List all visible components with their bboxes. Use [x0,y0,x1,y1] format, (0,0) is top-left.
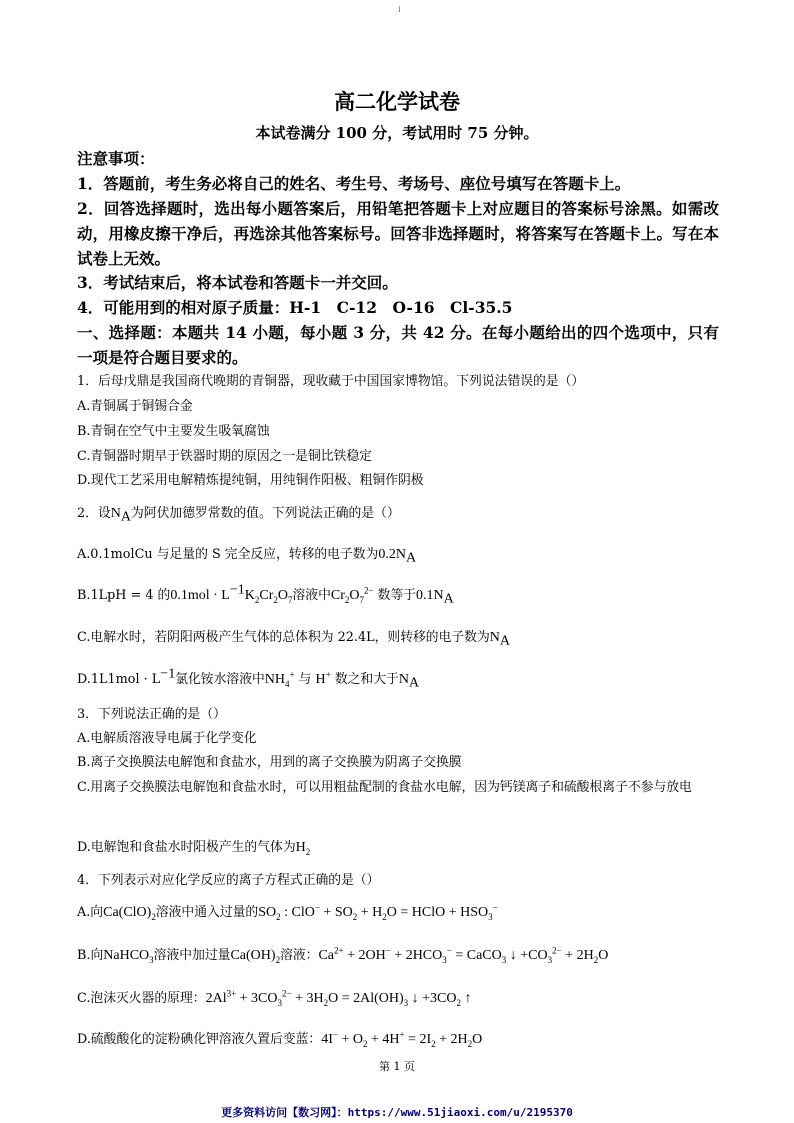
q1-option-d: D.现代工艺采用电解精炼提纯铜，用纯铜作阳极、粗铜作阴极 [77,473,424,488]
q4-stem: 4．下列表示对应化学反应的离子方程式正确的是（） [77,873,380,888]
q1-stem: 1．后母戊鼎是我国商代晚期的青铜器，现收藏于中国国家博物馆。下列说法错误的是（） [77,374,585,389]
q2-option-d: $D.1L1mol \cdot L^{-1}$氯化铵水溶液中$NH_4^+$ 与 H+ 数之和大于$N_A$ [77,666,420,691]
q3-stem: 3．下列说法正确的是（） [77,707,226,722]
promo-link[interactable]: 更多资料访问【数习网】：https://www.51jiaoxi.com/u/2195370 [221,1106,573,1119]
notice-item-2: 2．回答选择题时，选出每小题答案后，用铅笔把答题卡上对应题目的答案标号涂黑。如需改动，用橡皮擦干净后，再选涂其他答案标号。回答非选择题时，将答案写在答题卡上。写在本试卷上无效。 [77,199,719,268]
page-number: 第 1 页 [379,1060,415,1073]
q4-option-b: B.向NaHCO$_3$溶液中加过量$Ca(OH)_2$溶液：$Ca^{2+} + 2OH^- + 2HCO_3^-$ = CaCO$_3$ ↓ $+CO_3^{2-} + 2H_2O$ [77,945,609,965]
notice-item-3: 3．考试结束后，将本试卷和答题卡一并交回。 [77,273,398,292]
page-title: 高二化学试卷 [334,90,460,114]
q3-option-b: B.离子交换膜法电解饱和食盐水，用到的离子交换膜为阴离子交换膜 [77,755,462,770]
q2-option-c: C.电解水时，若阴阳两极产生气体的总体积为 22.4L，则转移的电子数为$N_A$ [77,630,511,649]
q1-option-b: B.青铜在空气中主要发生吸氧腐蚀 [77,424,270,439]
q3-option-d: D.电解饱和食盐水时阳极产生的气体为$H_2$ [77,840,311,857]
q1-option-c: C.青铜器时期早于铁器时期的原因之一是铜比铁稳定 [77,449,372,464]
q3-option-c: C.用离子交换膜法电解饱和食盐水时，可以用粗盐配制的食盐水电解，因为钙镁离子和硫酸根离子不参与放电 [77,780,692,795]
q4-option-c: C.泡沫灭火器的原理：$2Al^{3+} + 3CO_3^{2-} + 3H_2O = 2Al(OH)_3$ ↓ $+3CO_2$ ↑ [77,988,472,1008]
page-subtitle: 本试卷满分 100 分，考试用时 75 分钟。 [255,124,539,142]
section-heading: 一、选择题：本题共 14 小题，每小题 3 分，共 42 分。在每小题给出的四个选项中，只有一项是符合题目要求的。 [77,323,719,367]
q1-option-a: A.青铜属于铜锡合金 [77,399,193,414]
q2-stem: 2．设$N_A$为阿伏加德罗常数的值。下列说法正确的是（） [77,506,400,525]
notice-heading: 注意事项： [77,149,155,168]
notice-item-1: 1．答题前，考生务必将自己的姓名、考生号、考场号、座位号填写在答题卡上。 [77,174,631,193]
q4-option-d: D.硫酸酸化的淀粉碘化钾溶液久置后变蓝：$4I^- + O_2 + 4H^+ = 2I_2 + 2H_2O$ [77,1029,483,1049]
q2-option-b: B.1LpH = 4 的$0.1mol \cdot L^{-1}K_2Cr_2O_7$溶液中$Cr_2O_7^{2-}$ 数等于$0.1N_A$ [77,582,454,607]
q2-option-a: A.0.1molCu 与足量的 S 完全反应，转移的电子数为$0.2N_A$ [77,547,417,566]
notice-item-4: 4．可能用到的相对原子质量：H-1 C-12 O-16 Cl-35.5 [77,298,513,317]
top-mark: I [398,6,401,14]
q3-option-a: A.电解质溶液导电属于化学变化 [77,731,257,746]
q4-option-a: A.向$Ca(ClO)_2$溶液中通入过量的$SO_2$ : $ClO^- + SO_2 + H_2O$ = HClO + $HSO_3^-$ [77,902,498,922]
